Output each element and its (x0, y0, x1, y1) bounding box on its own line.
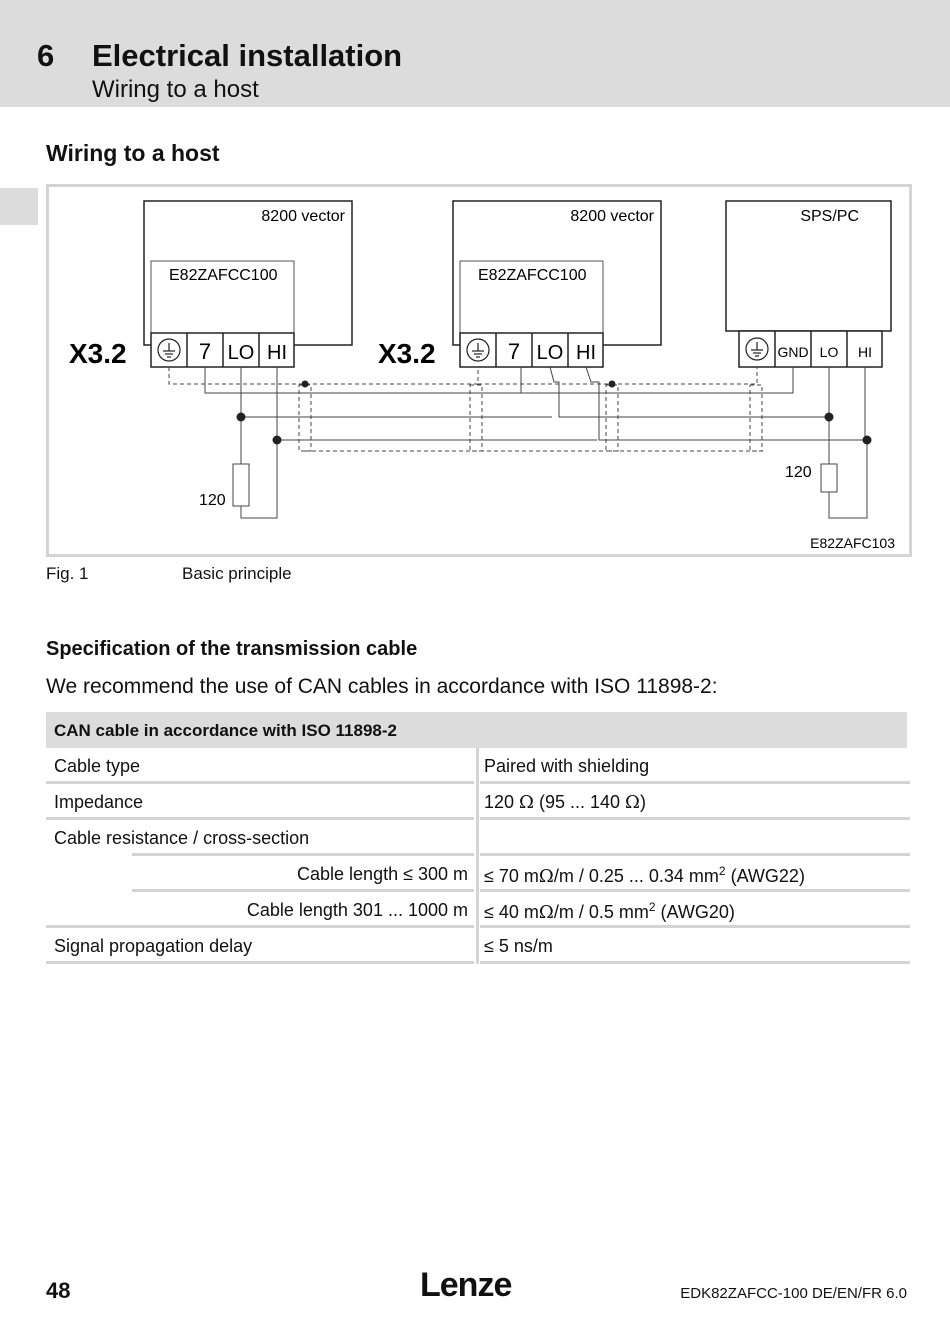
cable-spec-table (46, 712, 910, 964)
d2-terminal-7: 7 (507, 339, 521, 364)
chapter-subtitle: Wiring to a host (92, 76, 259, 103)
d1-terminal-hi: HI (267, 342, 287, 364)
page-number: 48 (46, 1278, 71, 1303)
device1-connector: X3.2 (69, 338, 127, 369)
device1-module: E82ZAFCC100 (169, 267, 278, 284)
row-value: ≤ 5 ns/m (484, 936, 553, 956)
table-row (46, 892, 910, 928)
row-value: Paired with shielding (484, 756, 650, 776)
row-value: 120 Ω (95 ... 140 Ω) (484, 792, 646, 813)
lenze-logo: Lenze (420, 1266, 512, 1304)
section-title: Wiring to a host (46, 140, 220, 166)
table-row (46, 820, 910, 856)
table-row (46, 748, 910, 784)
device2-label: 8200 vector (570, 208, 654, 225)
table-row (46, 784, 910, 820)
row-label: Cable length ≤ 300 m (297, 864, 468, 884)
spec-intro: We recommend the use of CAN cables in accordance with ISO 11898-2: (46, 675, 718, 698)
resistor-right-label: 120 (785, 464, 812, 481)
table-row (46, 856, 910, 892)
d1-terminal-lo: LO (227, 342, 255, 364)
device1-label: 8200 vector (261, 208, 345, 225)
table-row (46, 928, 910, 964)
table-header: CAN cable in accordance with ISO 11898-2 (46, 712, 907, 748)
row-label: Cable resistance / cross-section (54, 828, 310, 848)
spec-title: Specification of the transmission cable (46, 638, 418, 660)
figure-caption-number: Fig. 1 (46, 564, 89, 583)
row-value: ≤ 40 mΩ/m / 0.5 $mm^2$ (AWG20) (484, 900, 735, 923)
figure-caption-text: Basic principle (182, 564, 292, 583)
row-label: Impedance (54, 792, 144, 812)
row-label: Cable type (54, 756, 141, 776)
host-terminal-hi: HI (858, 344, 872, 360)
resistor-left-label: 120 (199, 492, 226, 509)
side-tab-marker (0, 188, 38, 225)
chapter-title: Electrical installation (92, 38, 403, 73)
device2-connector: X3.2 (378, 338, 436, 369)
row-label: Cable length 301 ... 1000 m (246, 900, 468, 920)
host-terminal-lo: LO (819, 344, 839, 360)
d2-terminal-hi: HI (576, 342, 596, 364)
host-label: SPS/PC (800, 208, 859, 225)
chapter-number: 6 (37, 38, 55, 73)
device2-module: E82ZAFCC100 (478, 267, 587, 284)
d1-terminal-7: 7 (198, 339, 212, 364)
host-terminal-gnd: GND (777, 344, 809, 360)
document-id: EDK82ZAFCC-100 DE/EN/FR 6.0 (680, 1285, 907, 1302)
wiring-diagram (46, 184, 912, 557)
row-label: Signal propagation delay (54, 936, 253, 956)
figure-code: E82ZAFC103 (810, 535, 895, 551)
row-value: ≤ 70 mΩ/m / 0.25 ... 0.34 $mm^2$ (AWG22) (484, 864, 805, 887)
d2-terminal-lo: LO (536, 342, 564, 364)
junction-dots (237, 381, 872, 445)
